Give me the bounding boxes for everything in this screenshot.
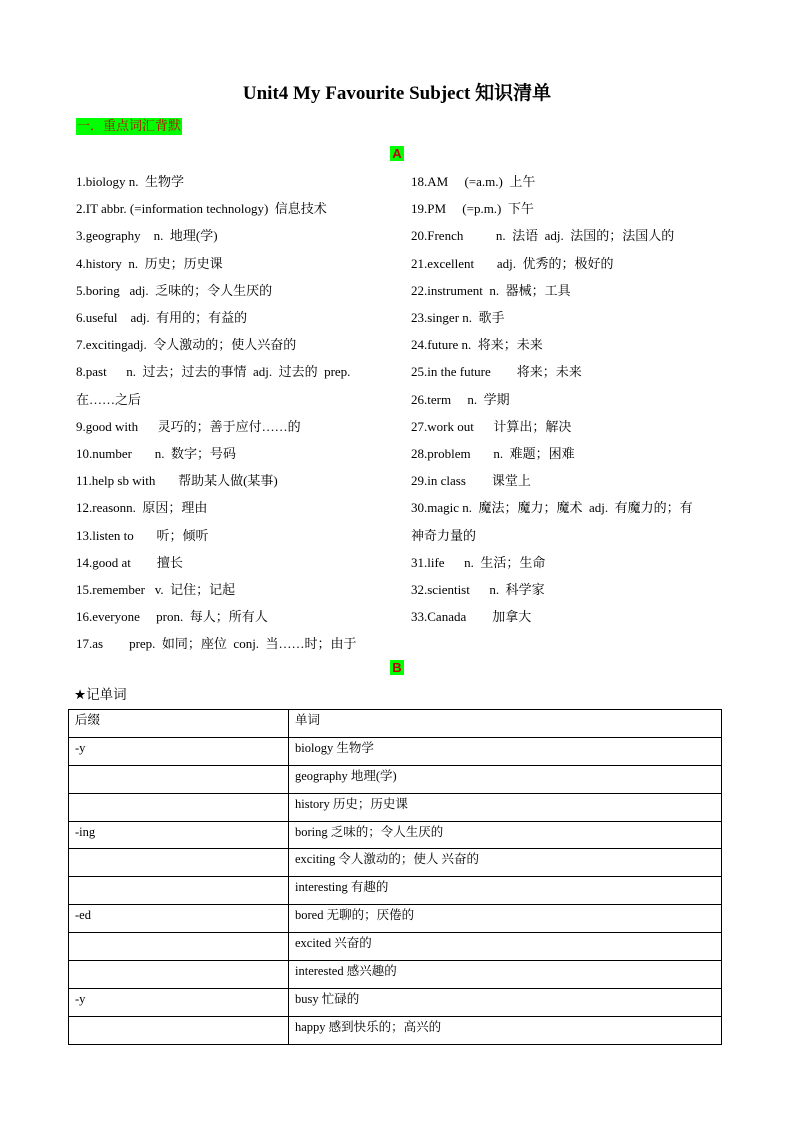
vocab-item: 23.singer n. 歌手 [411,310,505,326]
word-cell: boring 乏味的；令人生厌的 [289,821,722,849]
suffix-cell [69,849,289,877]
vocab-item: 29.in class 课堂上 [411,473,531,489]
vocab-item: 20.French n. 法语 adj. 法国的；法国人的 [411,228,675,244]
word-cell: happy 感到快乐的；高兴的 [289,1016,722,1044]
vocab-item: 18.AM (=a.m.) 上午 [411,174,536,189]
word-cell: busy 忙碌的 [289,988,722,1016]
word-cell: excited 兴奋的 [289,933,722,961]
vocab-item: 22.instrument n. 器械；工具 [411,282,571,298]
table-row [69,765,722,793]
vocab-item: 16.everyone pron. 每人；所有人 [76,609,268,625]
group-label-a [0,145,794,163]
page-title: Unit4 My Favourite Subject 知识清单 [242,83,552,104]
group-label-b-text: B [392,660,402,675]
table-header-suffix: 后缀 [69,710,289,738]
vocab-item: 12.reasonn. 原因；理由 [76,500,208,516]
word-cell: bored 无聊的；厌倦的 [289,905,722,933]
table-row [69,821,722,849]
table-header-word: 单词 [289,710,722,738]
word-cell: geography 地理(学) [289,765,722,793]
suffix-cell [69,765,289,793]
suffix-cell: -y [69,737,289,765]
vocab-item: 30.magic n. 魔法；魔力；魔术 adj. 有魔力的；有 [411,500,693,516]
vocab-item: 31.life n. 生活；生命 [411,554,546,570]
vocab-item: 27.work out 计算出；解决 [411,418,572,434]
vocab-item: 26.term n. 学期 [411,391,510,407]
table-header-row [69,710,722,738]
vocab-item: 6.useful adj. 有用的；有益的 [76,310,248,326]
vocab-list-right [411,168,723,630]
group-label-b [0,659,794,677]
vocab-item: 19.PM (=p.m.) 下午 [411,201,534,217]
vocab-item: 28.problem n. 难题；困难 [411,446,575,462]
table-row [69,877,722,905]
suffix-cell [69,961,289,989]
word-cell: exciting 令人激动的；使人 兴奋的 [289,849,722,877]
suffix-cell: -y [69,988,289,1016]
vocab-item: 4.history n. 历史；历史课 [76,255,223,271]
table-row [69,905,722,933]
table-row [69,1016,722,1044]
vocab-item: 11.help sb with 帮助某人做(某事) [76,473,278,489]
vocab-item: 1.biology n. 生物学 [76,174,184,189]
vocab-item: 9.good with 灵巧的；善于应付……的 [76,418,301,434]
vocab-item: 24.future n. 将来；未来 [411,337,543,353]
vocab-item: 32.scientist n. 科学家 [411,582,545,598]
suffix-cell [69,877,289,905]
vocab-item: 7.excitingadj. 令人激动的；使人兴奋的 [76,337,297,353]
suffix-cell: -ed [69,905,289,933]
table-row [69,737,722,765]
word-cell: history 历史；历史课 [289,793,722,821]
word-cell: interesting 有趣的 [289,877,722,905]
vocab-item: 神奇力量的 [411,527,477,543]
vocab-item: 21.excellent adj. 优秀的；极好的 [411,255,614,271]
table-row [69,988,722,1016]
vocab-item: 10.number n. 数字；号码 [76,446,236,462]
vocab-list-left [76,168,394,658]
table-row [69,793,722,821]
vocab-item: 13.listen to 听；倾听 [76,527,209,543]
table-row [69,961,722,989]
vocab-item: 2.IT abbr. (=information technology) 信息技术 [76,201,327,217]
vocab-item: 25.in the future 将来；未来 [411,364,582,380]
vocab-item: 14.good at 擅长 [76,554,183,570]
vocab-item: 17.as prep. 如同；座位 conj. 当……时；由于 [76,636,357,652]
table-row [69,933,722,961]
word-table [68,709,722,1045]
group-label-a-text: A [392,146,402,161]
section-heading: 一．重点词汇背默 [77,119,182,134]
word-cell: biology 生物学 [289,737,722,765]
vocab-item: 33.Canada 加拿大 [411,609,532,625]
memorize-heading: ★记单词 [74,687,127,703]
vocab-item: 3.geography n. 地理(学) [76,228,218,244]
vocab-item: 15.remember v. 记住；记起 [76,582,236,598]
word-cell: interested 感兴趣的 [289,961,722,989]
suffix-cell [69,933,289,961]
vocab-item: 5.boring adj. 乏味的；令人生厌的 [76,282,273,298]
suffix-cell: -ing [69,821,289,849]
suffix-cell [69,1016,289,1044]
suffix-cell [69,793,289,821]
vocab-item: 在……之后 [76,391,142,407]
vocab-item: 8.past n. 过去；过去的事情 adj. 过去的 prep. [76,364,351,380]
table-row [69,849,722,877]
